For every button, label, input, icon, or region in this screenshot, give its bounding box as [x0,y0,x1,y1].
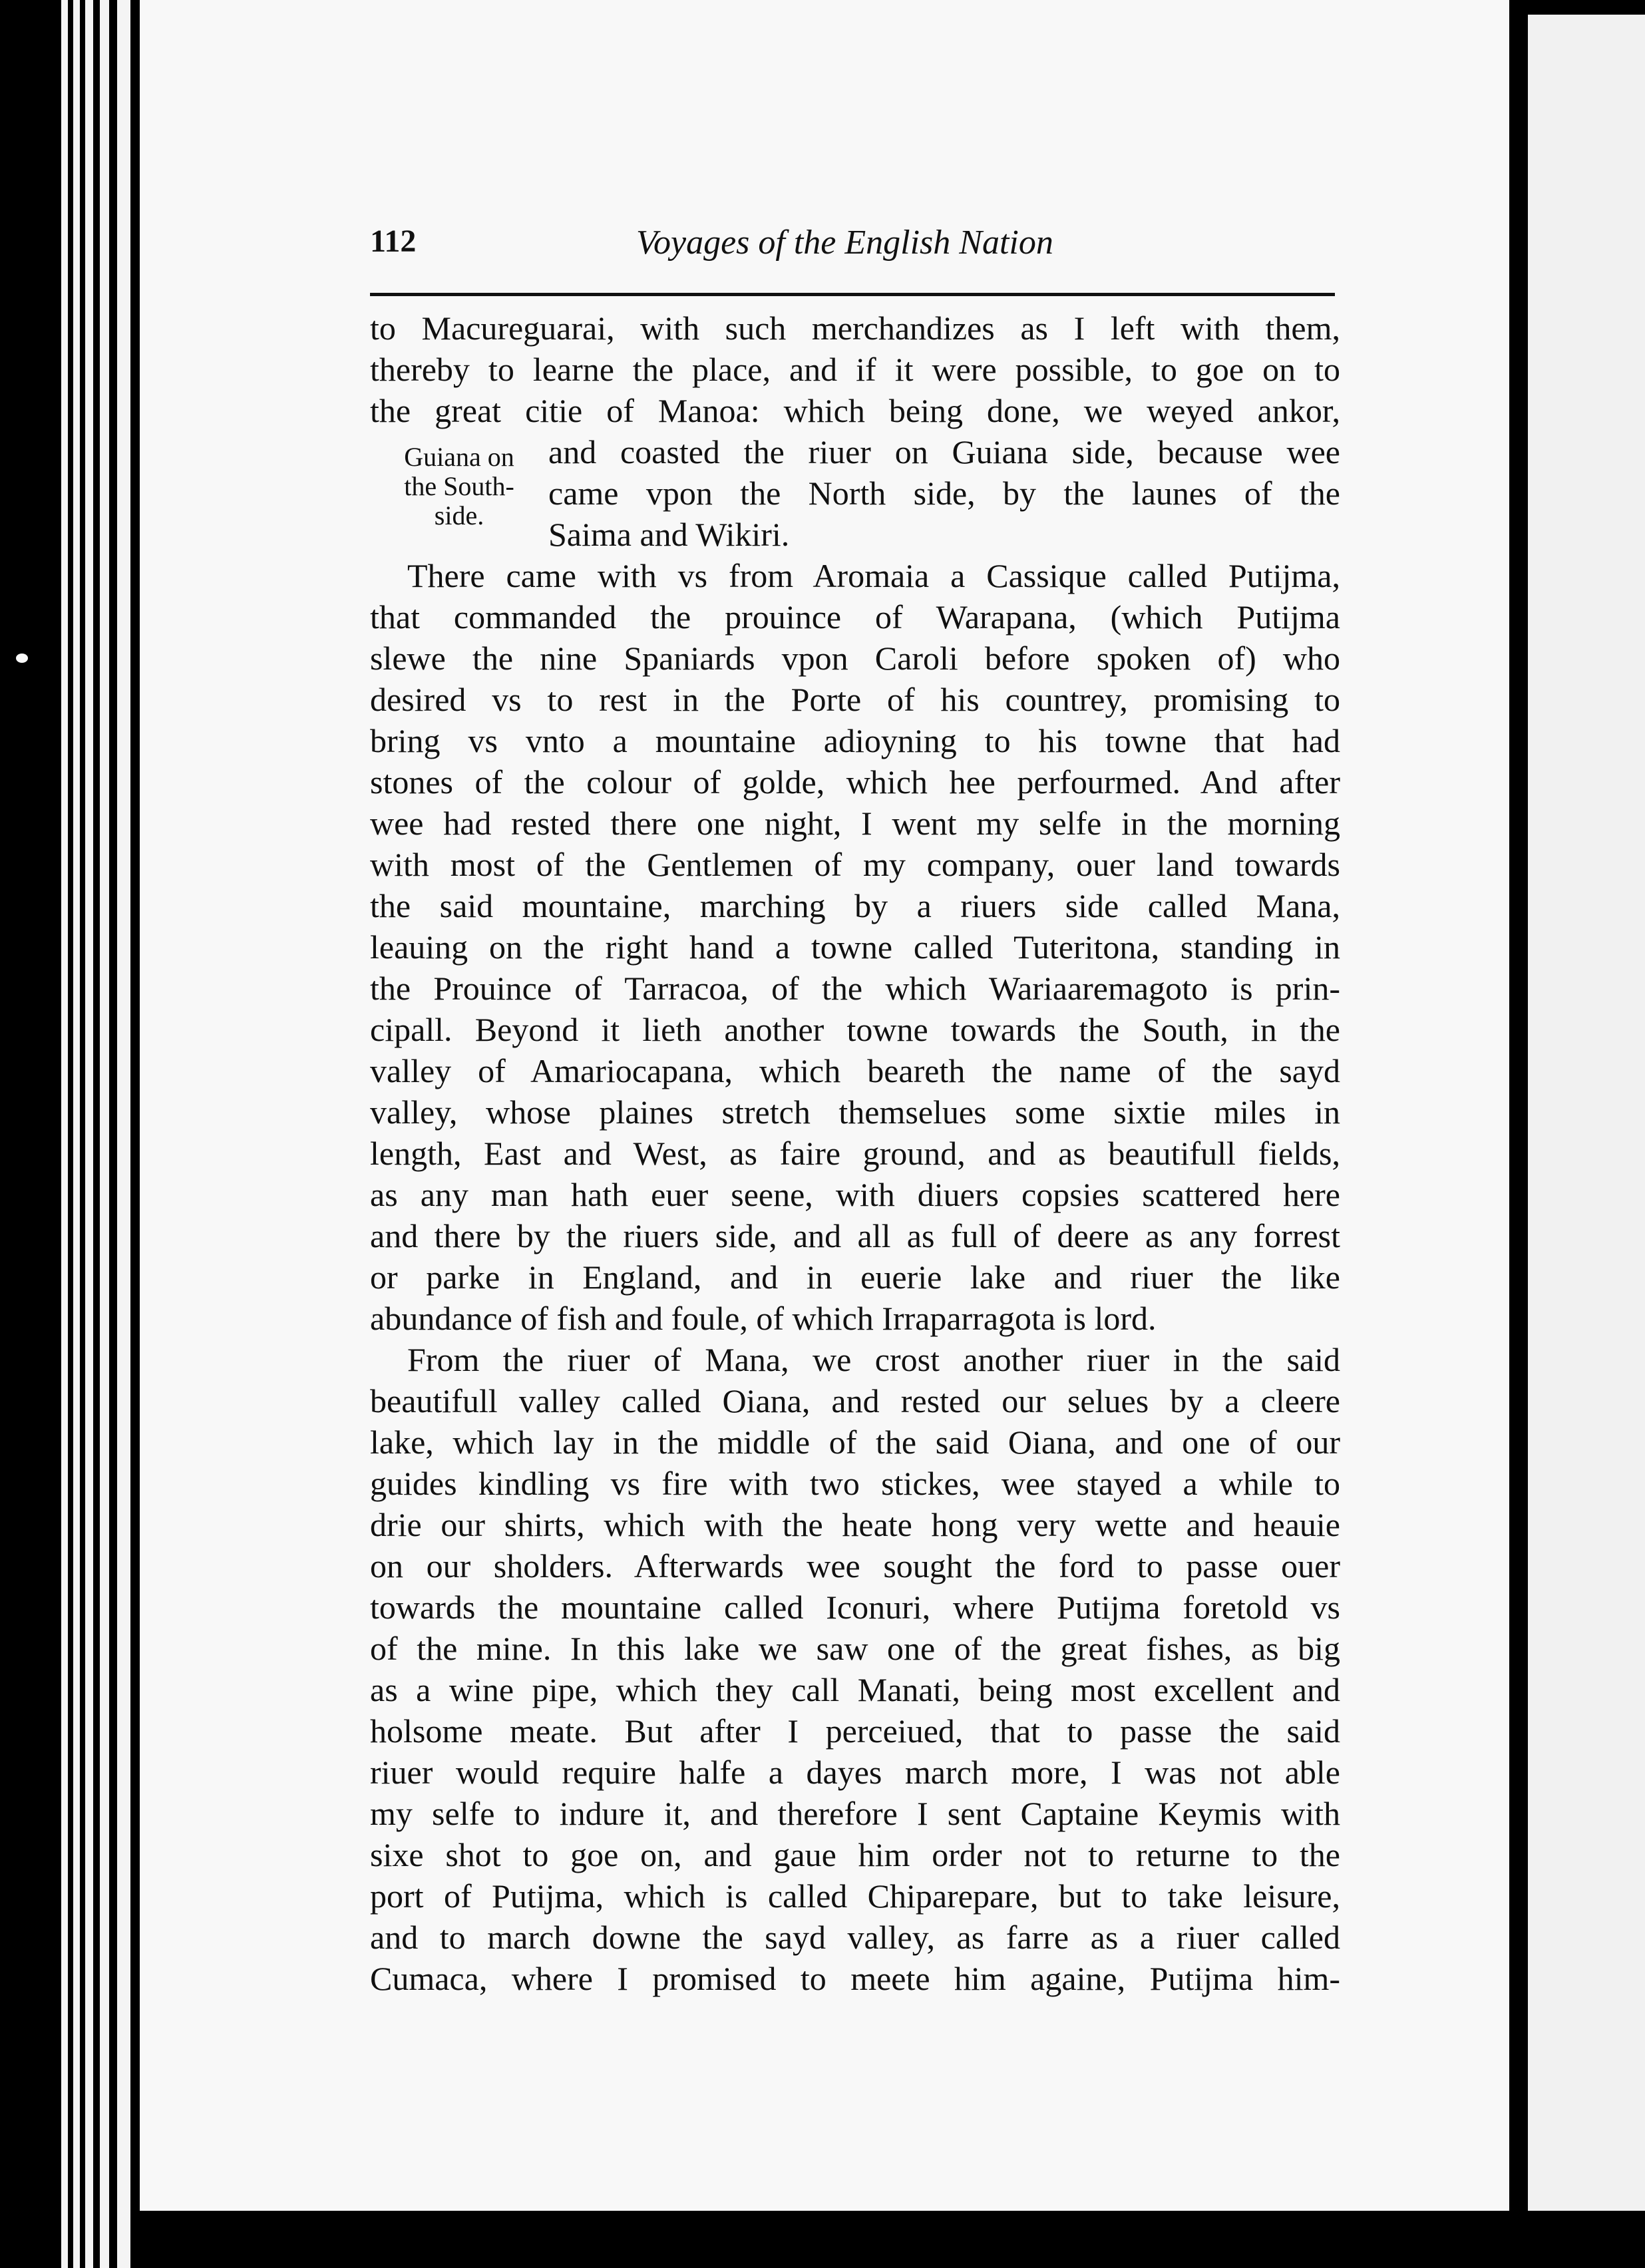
book-page-edge-3 [85,0,93,2268]
text-line: and to march downe the sayd valley, as farre as a riuer called [370,1919,1340,1956]
text-line: as a wine pipe, which they call Manati, being most excellent and [370,1671,1340,1708]
text-line: lake, which lay in the middle of the said Oiana, and one of our [370,1423,1340,1461]
text-line: drie our shirts, which with the heate hong very wette and heauie [370,1506,1340,1543]
text-line: length, East and West, as faire ground, and as beautifull fields, [370,1135,1340,1172]
text-line: bring vs vnto a mountaine adioyning to his towne that had [370,722,1340,759]
facing-page-edge [1528,15,1645,2211]
text-line: There came with vs from Aromaia a Cassique called Putijma, [407,557,1340,594]
text-line: holsome meate. But after I perceiued, that to passe the said [370,1712,1340,1750]
text-line: thereby to learne the place, and if it were possible, to goe on to [370,351,1340,388]
text-line: abundance of fish and foule, of which Irraparragota is lord. [370,1300,1157,1337]
text-line: as any man hath euer seene, with diuers copsies scattered here [370,1176,1340,1213]
text-line: Saima and Wikiri. [548,516,790,553]
text-line: slewe the nine Spaniards vpon Caroli before spoken of) who [370,640,1340,677]
book-page-edge-5 [117,0,130,2268]
book-page-edge-2 [73,0,80,2268]
text-line: with most of the Gentlemen of my company, ouer land towards [370,846,1340,883]
text-line: beautifull valley called Oiana, and rested our selues by a cleere [370,1382,1340,1419]
text-line: valley, whose plaines stretch themselues some sixtie miles in [370,1093,1340,1131]
dust-speck [16,654,28,663]
running-title: Voyages of the English Nation [636,224,1053,262]
text-line: port of Putijma, which is called Chiparepare, but to take leisure, [370,1877,1340,1915]
margin-note-line: side. [434,500,484,530]
body-text [370,307,1340,1999]
text-line: guides kindling vs fire with two stickes, wee stayed a while to [370,1465,1340,1502]
text-line: desired vs to rest in the Porte of his countrey, promising to [370,681,1340,718]
text-line: the said mountaine, marching by a riuers side called Mana, [370,887,1340,924]
page-header [370,223,1335,270]
text-line: sixe shot to goe on, and gaue him order not to returne to the [370,1836,1340,1873]
text-line: the Prouince of Tarracoa, of the which Wariaaremagoto is prin- [370,970,1340,1007]
text-line: to Macureguarai, with such merchandizes as I left with them, [370,309,1340,347]
page-number: 112 [370,224,417,259]
text-line: or parke in England, and in euerie lake and riuer the like [370,1258,1340,1296]
text-line: came vpon the North side, by the launes of the [548,474,1340,512]
text-line: valley of Amariocapana, which beareth the name of the sayd [370,1052,1340,1089]
text-line: of the mine. In this lake we saw one of the great fishes, as big [370,1630,1340,1667]
text-line: leauing on the right hand a towne called Tuteritona, standing in [370,928,1340,966]
margin-note-line: the South- [404,471,514,501]
text-line: and coasted the riuer on Guiana side, because wee [548,433,1340,471]
text-line: stones of the colour of golde, which hee perfourmed. And after [370,763,1340,801]
text-line: my selfe to indure it, and therefore I sent Captaine Keymis with [370,1795,1340,1832]
text-line: and there by the riuers side, and all as full of deere as any forrest [370,1217,1340,1254]
header-rule [370,293,1335,296]
text-line: towards the mountaine called Iconuri, where Putijma foretold vs [370,1589,1340,1626]
text-line: riuer would require halfe a dayes march more, I was not able [370,1754,1340,1791]
text-line: Cumaca, where I promised to meete him againe, Putijma him- [370,1960,1340,1997]
text-line: that commanded the prouince of Warapana, (which Putijma [370,598,1340,636]
text-line: wee had rested there one night, I went my selfe in the morning [370,805,1340,842]
book-page-edge-4 [100,0,109,2268]
text-line: From the riuer of Mana, we crost another riuer in the said [407,1341,1340,1378]
text-line: on our sholders. Afterwards wee sought the ford to passe ouer [370,1547,1340,1585]
margin-note-line: Guiana on [404,442,514,472]
text-line: the great citie of Manoa: which being done, we weyed ankor, [370,392,1340,429]
book-page-edge-1 [61,0,68,2268]
text-line: cipall. Beyond it lieth another towne towards the South, in the [370,1011,1340,1048]
